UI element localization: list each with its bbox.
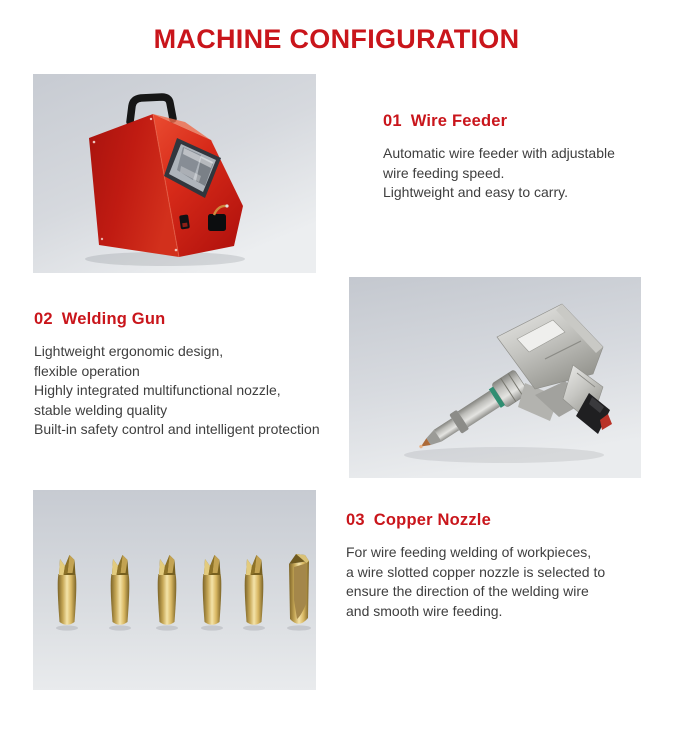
description-line: flexible operation — [34, 362, 140, 379]
welding-gun-image — [349, 277, 641, 478]
description-line: Lightweight ergonomic design, — [34, 343, 224, 359]
section-number: 01 — [383, 112, 402, 130]
section-number: 02 — [34, 310, 53, 328]
wire-feeder-image — [33, 74, 316, 273]
section-description — [383, 144, 648, 203]
section-welding-gun — [34, 310, 354, 440]
copper-nozzle-image — [33, 490, 316, 690]
description-line: Lightweight and easy to carry. — [383, 184, 568, 201]
section-copper-nozzle — [346, 511, 656, 621]
description-line: Highly integrated multifunctional nozzle, — [34, 382, 281, 399]
page-title: MACHINE CONFIGURATION — [153, 24, 520, 54]
description-line: Automatic wire feeder with adjustable — [383, 145, 615, 161]
description-line: ensure the direction of the welding wire — [346, 583, 589, 600]
section-title: Welding Gun — [61, 310, 166, 328]
section-wire-feeder — [383, 112, 648, 203]
section-heading — [346, 511, 656, 530]
description-line: and smooth wire feeding. — [346, 602, 503, 619]
section-heading — [34, 310, 354, 329]
section-description — [346, 543, 656, 621]
section-heading — [383, 112, 648, 131]
section-title: Copper Nozzle — [373, 511, 491, 529]
section-title: Wire Feeder — [410, 112, 508, 130]
description-line: Built-in safety control and intelligent protection — [34, 421, 320, 438]
section-description — [34, 342, 354, 440]
description-line: stable welding quality — [34, 401, 168, 418]
description-line: a wire slotted copper nozzle is selected to — [346, 563, 606, 580]
description-line: For wire feeding welding of workpieces, — [346, 544, 592, 560]
section-number: 03 — [346, 511, 365, 529]
description-line: wire feeding speed. — [383, 164, 505, 181]
